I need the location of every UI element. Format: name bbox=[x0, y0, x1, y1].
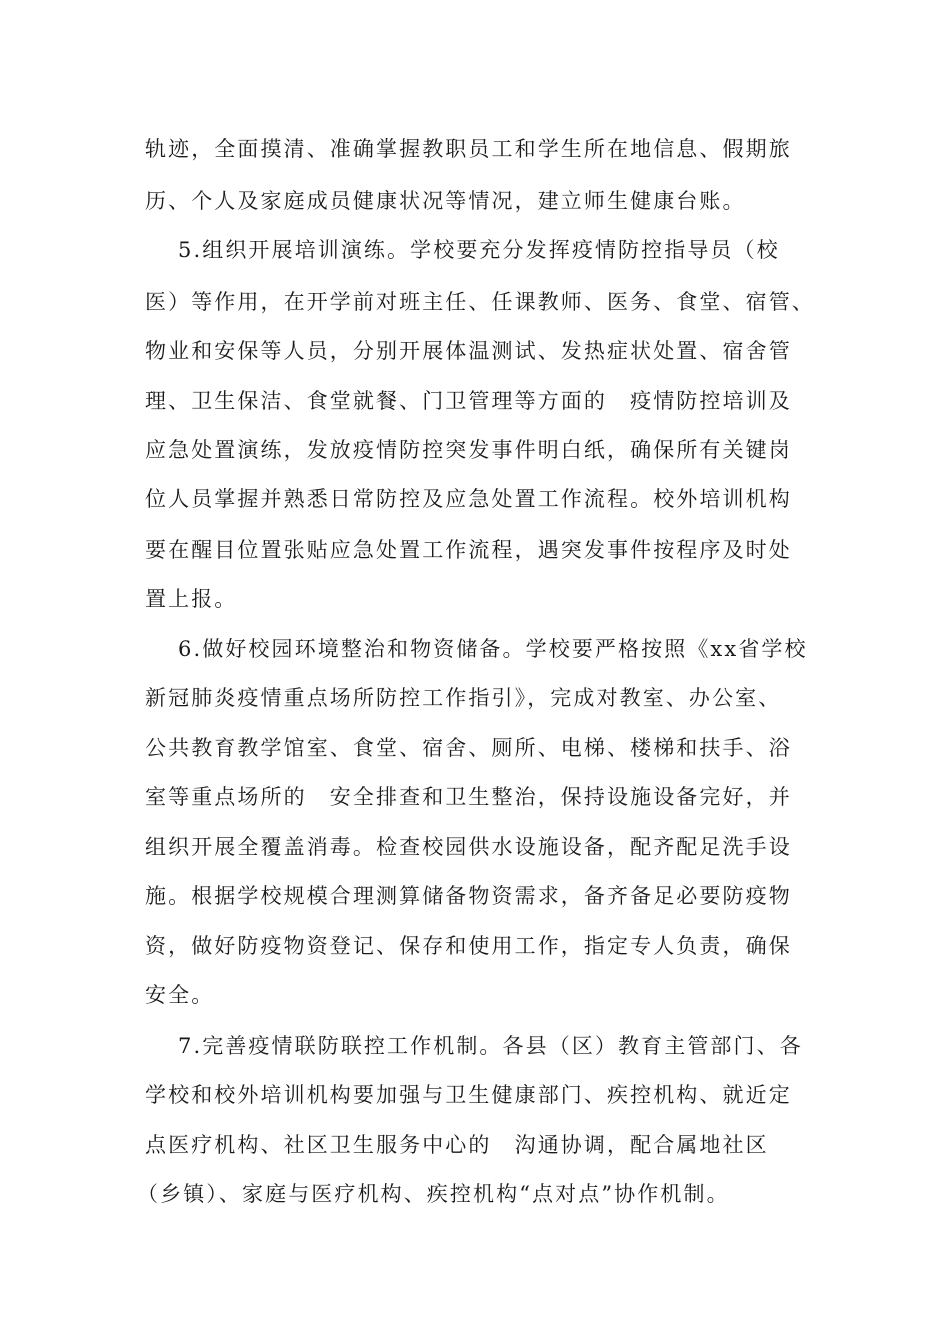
text-line: 物业和安保等人员，分别开展体温测试、发热症状处置、宿舍管 bbox=[145, 339, 792, 363]
text-line: 施。根据学校规模合理测算储备物资需求，备齐备足必要防疫物 bbox=[145, 884, 792, 908]
text-line: 理、卫生保洁、食堂就餐、门卫管理等方面的 疫情防控培训及 bbox=[145, 389, 792, 413]
text-line: 应急处置演练，发放疫情防控突发事件明白纸，确保所有关键岗 bbox=[145, 438, 792, 462]
text-line: 轨迹，全面摸清、准确掌握教职员工和学生所在地信息、假期旅 bbox=[145, 137, 792, 161]
text-line: 点医疗机构、社区卫生服务中心的 沟通协调，配合属地社区 bbox=[145, 1133, 769, 1157]
text-line: 学校和校外培训机构要加强与卫生健康部门、疾控机构、就近定 bbox=[145, 1083, 792, 1107]
text-line: 室等重点场所的 安全排查和卫生整治，保持设施设备完好，并 bbox=[145, 785, 792, 809]
text-line: 新冠肺炎疫情重点场所防控工作指引》，完成对教室、办公室、 bbox=[145, 686, 782, 710]
text-line: 医）等作用，在开学前对班主任、任课教师、医务、食堂、宿管、 bbox=[145, 290, 815, 314]
paragraph-7-start: 7.完善疫情联防联控工作机制。各县（区）教育主管部门、各 bbox=[178, 1034, 803, 1058]
text-line: 要在醒目位置张贴应急处置工作流程，遇突发事件按程序及时处 bbox=[145, 538, 792, 562]
paragraph-6-start: 6.做好校园环境整治和物资储备。学校要严格按照《xx省学校 bbox=[178, 637, 808, 661]
text-line: 资，做好防疫物资登记、保存和使用工作，指定专人负责，确保 bbox=[145, 934, 792, 958]
text-line: 组织开展全覆盖消毒。检查校园供水设施设备，配齐配足洗手设 bbox=[145, 835, 792, 859]
text-line: 位人员掌握并熟悉日常防控及应急处置工作流程。校外培训机构 bbox=[145, 487, 792, 511]
text-line: （乡镇）、家庭与医疗机构、疾控机构“点对点”协作机制。 bbox=[137, 1182, 730, 1206]
text-line: 公共教育教学馆室、食堂、宿舍、厕所、电梯、楼梯和扶手、浴 bbox=[145, 736, 792, 760]
text-line: 置上报。 bbox=[145, 587, 238, 611]
text-line: 安全。 bbox=[145, 983, 215, 1007]
paragraph-5-start: 5.组织开展培训演练。学校要充分发挥疫情防控指导员（校 bbox=[178, 238, 780, 262]
text-line: 历、个人及家庭成员健康状况等情况，建立师生健康台账。 bbox=[145, 189, 746, 213]
